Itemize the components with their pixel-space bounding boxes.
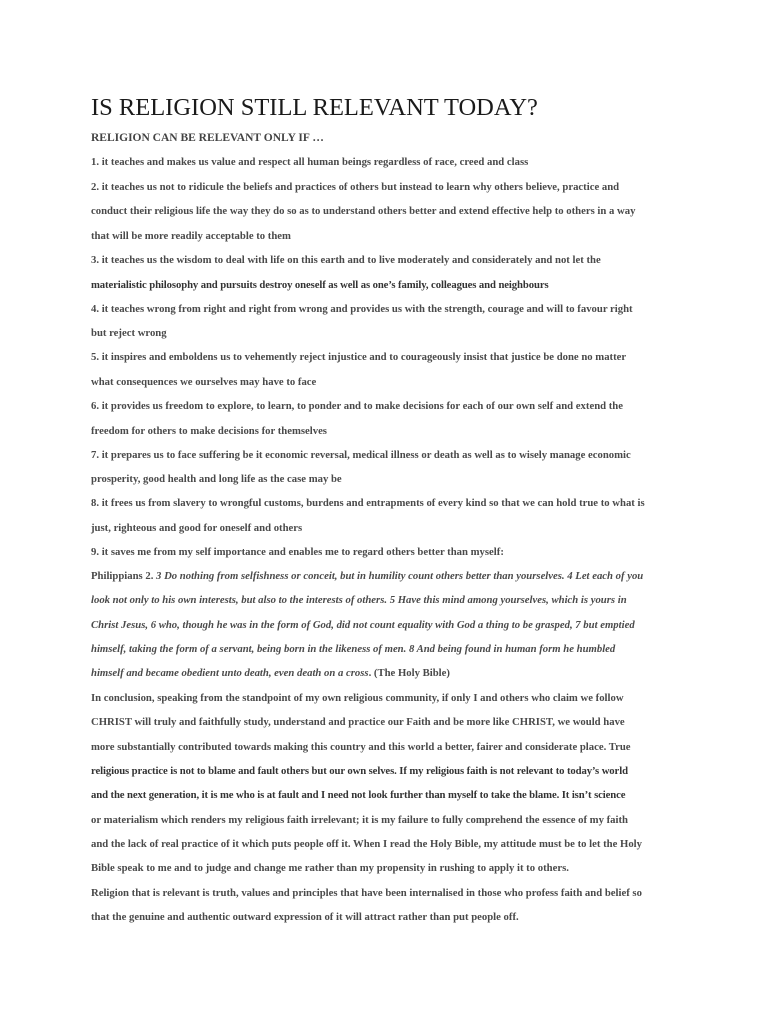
page-title: IS RELIGION STILL RELEVANT TODAY? [91,94,538,121]
list-item-8-cont: just, righteous and good for oneself and others [91,522,303,534]
scripture-quote-line: himself, taking the form of a servant, being born in the likeness of men. 8 And being found in human form he humbled [91,643,616,655]
conclusion-line: Bible speak to me and to judge and change me rather than my propensity in rushing to apply it to others. [91,862,569,874]
scripture-quote-line: look not only to his own interests, but also to the interests of others. 5 Have this mind among yourselves, which is yours in [91,594,627,606]
list-item-6-cont: freedom for others to make decisions for themselves [91,425,327,437]
document-page [91,0,691,1024]
list-item-2-cont: that will be more readily acceptable to them [91,230,291,242]
scripture-source: . (The Holy Bible) [368,667,450,679]
scripture-text: 3 Do nothing from selfishness or conceit, but in humility count others better than yourselves. 4 Let each of you [156,570,644,582]
list-item-3-cont: materialistic philosophy and pursuits destroy oneself as well as one’s family, colleagues and neighbours [91,279,549,291]
list-item-5: 5. it inspires and emboldens us to vehemently reject injustice and to courageously insist that justice be done no matter [91,351,627,363]
conclusion-line: In conclusion, speaking from the standpoint of my own religious community, if only I and others who claim we follow [91,692,624,704]
list-item-1: 1. it teaches and makes us value and respect all human beings regardless of race, creed and class [91,156,529,168]
conclusion-line: more substantially contributed towards making this country and this world a better, fairer and considerate place. True [91,741,631,753]
closing-line: that the genuine and authentic outward expression of it will attract rather than put people off. [91,911,519,923]
conclusion-line: religious practice is not to blame and fault others but our own selves. If my religious faith is not relevant to today’s world [91,765,628,777]
list-item-7: 7. it prepares us to face suffering be it economic reversal, medical illness or death as well as to wisely manage economic [91,449,631,461]
list-item-7-cont: prosperity, good health and long life as the case may be [91,473,342,485]
list-item-6: 6. it provides us freedom to explore, to learn, to ponder and to make decisions for each of our own self and extend the [91,400,623,412]
conclusion-line: and the lack of real practice of it which puts people off it. When I read the Holy Bible, my attitude must be to let the Holy [91,838,642,850]
scripture-quote-line [91,666,450,680]
list-item-8: 8. it frees us from slavery to wrongful customs, burdens and entrapments of every kind so that we can hold true to what is [91,497,645,509]
scripture-quote-line [91,569,643,583]
scripture-quote-line: Christ Jesus, 6 who, though he was in the form of God, did not count equality with God a thing to be grasped, 7 but emptied [91,619,635,631]
scripture-text: himself and became obedient unto death, even death on a cross [91,667,369,679]
list-item-4: 4. it teaches wrong from right and right from wrong and provides us with the strength, courage and will to favour right [91,303,633,315]
conclusion-line: CHRIST will truly and faithfully study, understand and practice our Faith and be more like CHRIST, we would have [91,716,625,728]
scripture-reference: Philippians 2. [91,570,157,582]
list-item-4-cont: but reject wrong [91,327,167,339]
list-item-5-cont: what consequences we ourselves may have to face [91,376,317,388]
list-item-2-cont: conduct their religious life the way they do so as to understand others better and extend effective help to others in a way [91,205,636,217]
list-item-9: 9. it saves me from my self importance and enables me to regard others better than myself: [91,546,504,558]
list-item-2: 2. it teaches us not to ridicule the beliefs and practices of others but instead to learn why others believe, practice and [91,181,620,193]
conclusion-line: and the next generation, it is me who is at fault and I need not look further than myself to take the blame. It isn’t science [91,789,626,801]
conclusion-line: or materialism which renders my religious faith irrelevant; it is my failure to fully comprehend the essence of my faith [91,814,628,826]
list-item-3: 3. it teaches us the wisdom to deal with life on this earth and to live moderately and considerately and not let the [91,254,601,266]
section-heading: RELIGION CAN BE RELEVANT ONLY IF … [91,132,324,144]
closing-line: Religion that is relevant is truth, values and principles that have been internalised in those who profess faith and belief so [91,887,642,899]
